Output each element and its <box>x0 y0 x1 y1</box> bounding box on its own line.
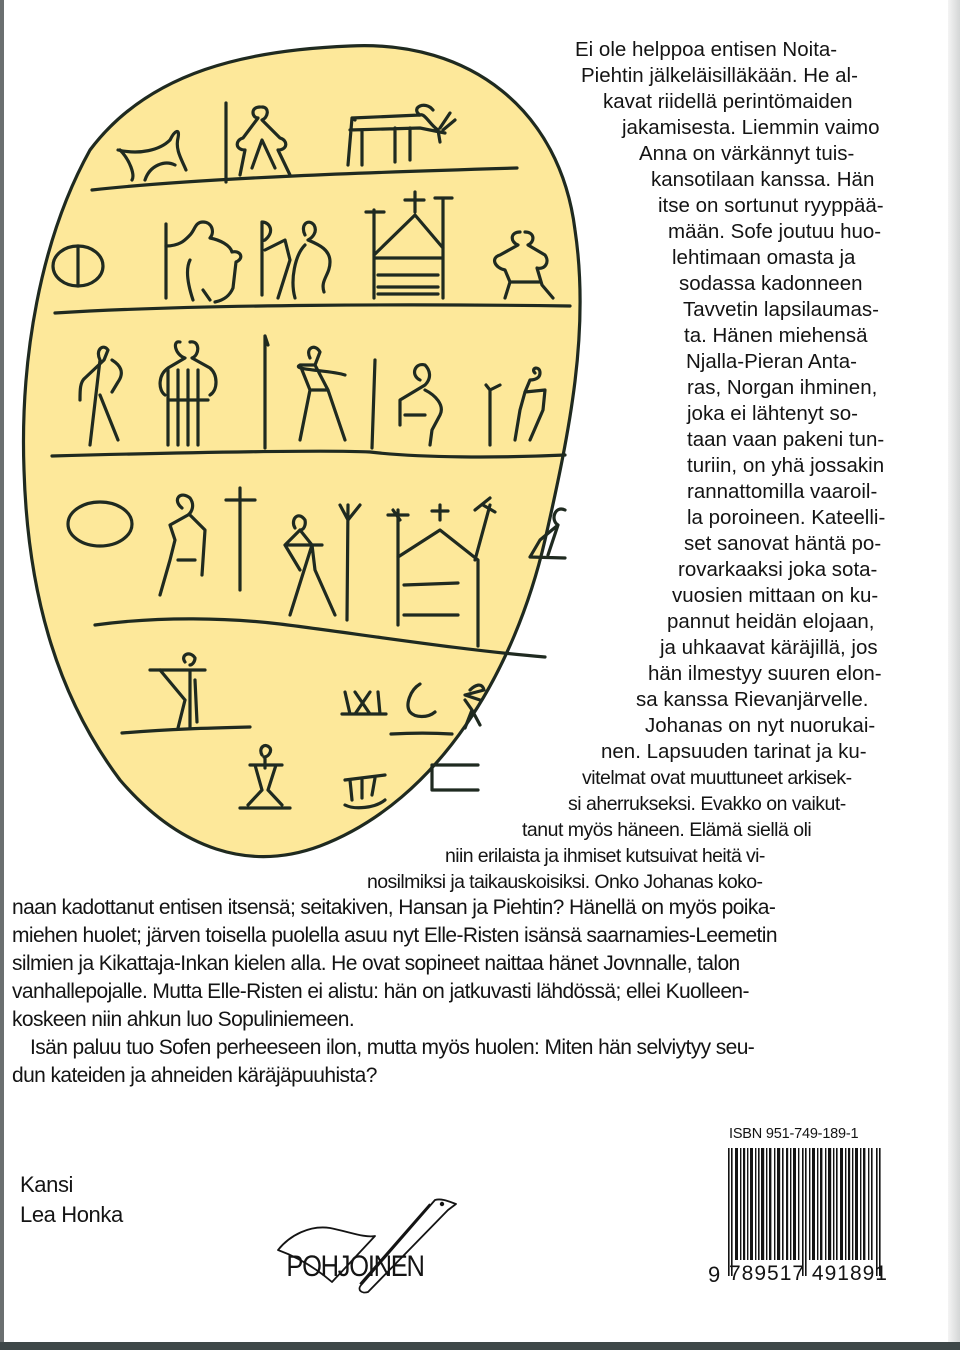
blurb-line: miehen huolet; järven toisella puolella asuu nyt Elle-Risten isänsä saarnamies-Leemetin <box>12 924 777 947</box>
blurb-line: naan kadottanut entisen itsensä; seitakiven, Hansan ja Piehtin? Hänellä on myös poika- <box>12 896 776 919</box>
blurb-line: set sanovat häntä po- <box>684 532 882 555</box>
blurb-line: pannut heidän elojaan, <box>667 610 875 633</box>
blurb-line: nen. Lapsuuden tarinat ja ku- <box>601 740 867 763</box>
blurb-line: hän ilmestyy suuren elon- <box>648 662 882 685</box>
blurb-line: tanut myös häneen. Elämä siellä oli <box>522 819 812 841</box>
blurb-line: ras, Norgan ihminen, <box>687 376 878 399</box>
blurb-wide <box>12 894 912 1090</box>
scan-bottom-band <box>0 1342 960 1350</box>
credit-label: Kansi <box>20 1172 74 1197</box>
blurb-line: kavat riidellä perintömaiden <box>603 90 853 113</box>
blurb-line: Tavvetin lapsilaumas- <box>683 298 879 321</box>
blurb-line: lehtimaan omasta ja <box>672 246 856 269</box>
blurb-line: Piehtin jälkeläisilläkään. He al- <box>581 64 858 87</box>
blurb-line: vuosien mittaan on ku- <box>672 584 879 607</box>
blurb-line: jakamisesta. Liemmin vaimo <box>622 116 880 139</box>
blurb-line: la poroineen. Kateelli- <box>687 506 886 529</box>
blurb-line: itse on sortunut ryyppää- <box>658 194 884 217</box>
barcode-icon <box>728 1148 882 1276</box>
barcode-number: 789517 491891 <box>729 1262 888 1285</box>
blurb-line: niin erilaista ja ihmiset kutsuivat heitä vi- <box>445 845 765 867</box>
isbn-label: ISBN 951-749-189-1 <box>729 1126 859 1142</box>
blurb-line: Johanas on nyt nuorukai- <box>645 714 876 737</box>
blurb-line: joka ei lähtenyt so- <box>687 402 858 425</box>
cover-credit <box>20 1170 123 1230</box>
blurb-line: Ei ole helppoa entisen Noita- <box>575 38 838 61</box>
publisher-name: POHJOINEN <box>286 1250 424 1283</box>
blurb-line: vanhallepojalle. Mutta Elle-Risten ei alistu: hän on jatkuvasti lähdössä; ellei Kuolleen- <box>12 980 749 1003</box>
blurb-line: silmien ja Kikattaja-Inkan kielen alla. He ovat sopineet naittaa hänet Jovnnalle, talon <box>12 952 740 975</box>
blurb-line: rannattomilla vaaroil- <box>687 480 878 503</box>
blurb-line: turiin, on yhä jossakin <box>687 454 885 477</box>
blurb-line: sa kanssa Rievanjärvelle. <box>636 688 869 711</box>
blurb-line: nosilmiksi ja taikauskoisiksi. Onko Johanas koko- <box>367 871 763 893</box>
blurb-line: si aherrukseksi. Evakko on vaikut- <box>568 793 846 815</box>
blurb-line: Isän paluu tuo Sofen perheeseen ilon, mutta myös huolen: Miten hän selviytyy seu- <box>30 1036 755 1059</box>
blurb-line: dun kateiden ja ahneiden käräjäpuuhista? <box>12 1064 377 1087</box>
blurb-line: ta. Hänen miehensä <box>684 324 868 347</box>
blurb-line: Njalla-Pieran Anta- <box>686 350 857 373</box>
credit-artist: Lea Honka <box>20 1202 123 1227</box>
blurb-line: kansotilaan kanssa. Hän <box>651 168 875 191</box>
blurb-line: mään. Sofe joutuu huo- <box>668 220 882 243</box>
blurb-line: taan vaan pakeni tun- <box>687 428 885 451</box>
blurb-line: rovarkaaksi joka sota- <box>678 558 878 581</box>
blurb-line: sodassa kadonneen <box>679 272 863 295</box>
blurb-line: koskeen niin ahkun luo Sopuliniemeen. <box>12 1008 355 1031</box>
barcode-first-digit: 9 <box>708 1262 721 1287</box>
blurb-line: Anna on värkännyt tuis- <box>639 142 855 165</box>
blurb-line: ja uhkaavat käräjillä, jos <box>660 636 878 659</box>
blurb-line: vitelmat ovat muuttuneet arkisek- <box>582 767 852 789</box>
